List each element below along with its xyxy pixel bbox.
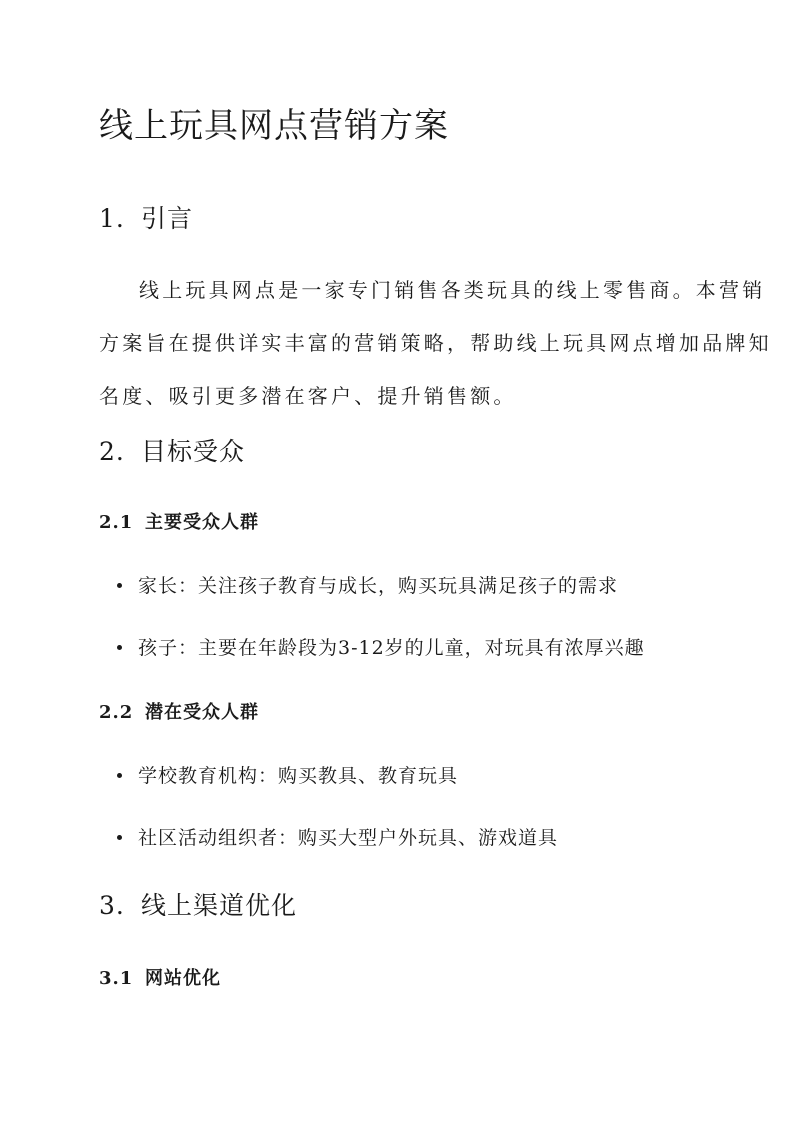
introduction-paragraph: [99, 264, 772, 423]
paragraph-line: 线上玩具网点是一家专门销售各类玩具的线上零售商。本营销: [139, 278, 766, 302]
subsection-number: 2.1: [99, 512, 134, 533]
bullet-icon: [117, 583, 122, 588]
section-title: 引言: [141, 204, 194, 233]
subsection-heading-potential-audience: [99, 698, 259, 724]
subsection-heading-primary-audience: [99, 508, 259, 534]
list-item-text: 家长：关注孩子教育与成长，购买玩具满足孩子的需求: [138, 575, 619, 597]
list-item-text: 孩子：主要在年龄段为3-12岁的儿童，对玩具有浓厚兴趣: [138, 637, 645, 659]
list-item-text: 社区活动组织者：购买大型户外玩具、游戏道具: [138, 827, 559, 849]
document-title: 线上玩具网点营销方案: [99, 106, 449, 146]
list-item-text: 学校教育机构：购买教具、教育玩具: [138, 765, 459, 787]
paragraph-line: 名度、吸引更多潜在客户、提升销售额。: [99, 384, 517, 408]
subsection-title: 网站优化: [145, 968, 221, 989]
section-number: 3.: [99, 891, 125, 920]
section-number: 2.: [99, 437, 125, 466]
section-heading-target-audience: [99, 432, 245, 468]
subsection-title: 主要受众人群: [145, 512, 259, 533]
list-item: [117, 633, 645, 660]
paragraph-line: 方案旨在提供详实丰富的营销策略，帮助线上玩具网点增加品牌知: [99, 331, 772, 355]
subsection-number: 2.2: [99, 702, 134, 723]
section-number: 1.: [99, 204, 125, 233]
subsection-title: 潜在受众人群: [145, 702, 259, 723]
subsection-number: 3.1: [99, 968, 134, 989]
list-item: [117, 571, 618, 598]
list-item: [117, 761, 458, 788]
bullet-icon: [117, 773, 122, 778]
section-title: 线上渠道优化: [141, 891, 298, 920]
section-heading-introduction: [99, 199, 193, 235]
bullet-icon: [117, 645, 122, 650]
section-title: 目标受众: [141, 437, 246, 466]
list-item: [117, 823, 558, 850]
section-heading-online-channel: [99, 886, 297, 922]
subsection-heading-website-optimization: [99, 964, 221, 990]
bullet-icon: [117, 835, 122, 840]
